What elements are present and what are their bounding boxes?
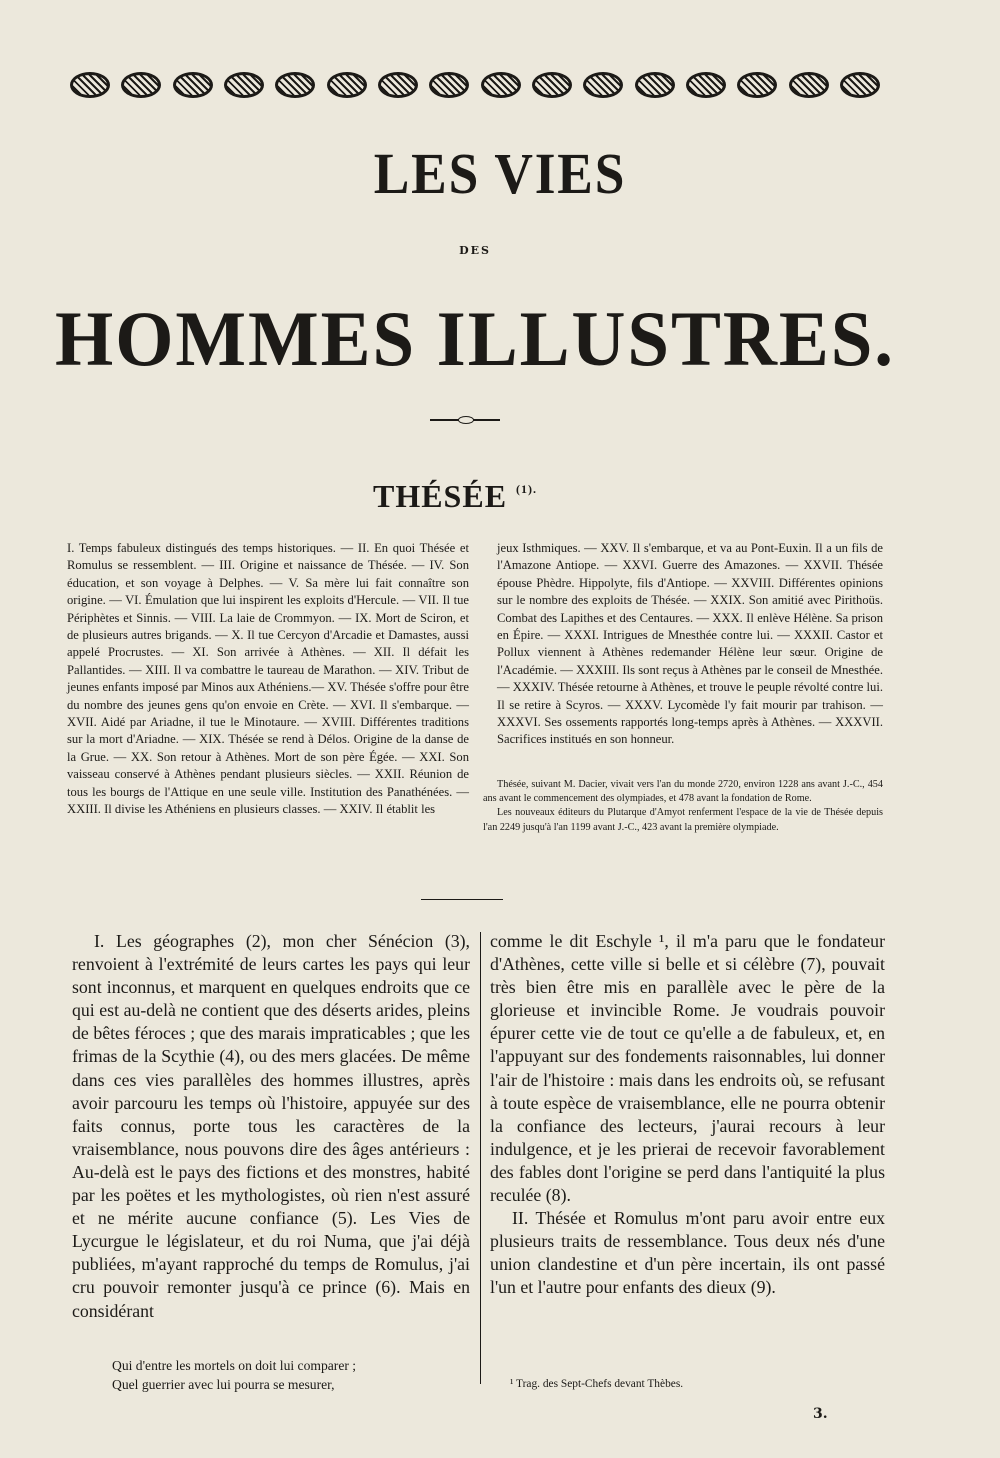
ornament-knot-icon bbox=[327, 72, 367, 98]
ornament-knot-icon bbox=[583, 72, 623, 98]
body-paragraph: II. Thésée et Romulus m'ont paru avoir entre eux plusieurs traits de ressemblance. Tous deux nés d'une union clandestine et d'un père incertain, ils ont passé l'un et l'autre pour enfants des dieux (9). bbox=[490, 1208, 885, 1298]
chapter-summary-right: jeux Isthmiques. — XXV. Il s'embarque, et va au Pont-Euxin. Il a un fils de l'Amazone Antiope. — XXVI. Guerre des Amazones. — XXVII. Thésée épouse Phèdre. Hippolyte, fils d'Antiope. — XXVIII. Différentes opinions sur le nombre des exploits de Thésée. — XXIX. Son amitié avec Pirithoüs. Combat des Lapithes et des Centaures. — XXX. Il enlève Hélène. Sa prison en Épire. — XXXI. Intrigues de Mnesthée contre lui. — XXXII. Castor et Pollux viennent à Athènes redemander Hélène leur sœur. Origine de l'Académie. — XXXIII. Ils sont reçus à Athènes par le conseil de Mnesthée. — XXXIV. Thésée retourne à Athènes, et trouve le peuple révolté contre lui. Il se retire à Scyros. — XXXV. Lycomède l'y fait mourir par trahison. — XXXVI. Ses ossements rapportés long-temps après à Athènes. — XXXVII. Sacrifices institués en son honneur. bbox=[497, 541, 883, 747]
ornament-knot-icon bbox=[173, 72, 213, 98]
ornament-knot-icon bbox=[686, 72, 726, 98]
ornament-knot-icon bbox=[70, 72, 110, 98]
ornament-knot-icon bbox=[481, 72, 521, 98]
title-des: DES bbox=[459, 244, 491, 257]
page-number: 3. bbox=[813, 1406, 828, 1422]
ornament-knot-icon bbox=[224, 72, 264, 98]
divider-rule bbox=[421, 899, 503, 900]
verse-line: Quel guerrier avec lui pourra se mesurer, bbox=[112, 1377, 335, 1392]
column-divider bbox=[480, 932, 481, 1384]
section-title bbox=[0, 478, 910, 515]
body-paragraph: I. Les géographes (2), mon cher Sénécion (3), renvoient à l'extrémité de leurs cartes les pays qui leur sont inconnus, et marquent en quelques endroits que ce qui est au-delà ne contient que des déserts arides, pleins de bêtes féroces ; que des marais impraticables ; que les frimas de la Scythie (4), ou des mers glacées. De même dans ces vies parallèles des hommes illustres, après avoir parcouru les temps où l'histoire, appuyée sur des faits connus, porte tous les caractères de la vraisemblance, nous pouvons dire des âges antérieurs : Au-delà est le pays des fictions et des monstres, habité par les poëtes et les mythologistes, où rien n'est assuré et ne mérite aucune confiance (5). Les Vies de Lycurgue le législateur, et du roi Numa, que j'ai déjà publiées, m'ayant rapproché du temps de Romulus, j'ai cru pouvoir remonter jusqu'à ce prince (6). Mais en considérant bbox=[72, 931, 470, 1321]
title-les-vies: LES VIES bbox=[373, 141, 627, 206]
chronology-note-paragraph: Les nouveaux éditeurs du Plutarque d'Amyot renferment l'espace de la vie de Thésée depuis l'an 2249 jusqu'à l'an 1199 avant J.-C., 423 avant la première olympiade. bbox=[483, 807, 883, 833]
chapter-summary-left: I. Temps fabuleux distingués des temps historiques. — II. En quoi Thésée et Romulus se ressemblent. — III. Origine et naissance de Thésée. — IV. Son éducation, et son voyage à Delphes. — V. Sa mère lui fait connaître son origine. — VI. Émulation que lui inspirent les exploits d'Hercule. — VII. Il tue Périphètes et Sinnis. — VIII. La laie de Crommyon. — IX. Mort de Sciron, et de plusieurs autres brigands. — X. Il tue Cercyon d'Arcadie et Damastes, aussi appelé Procrustes. — XI. Son arrivée à Athènes. — XII. Il défait les Pallantides. — XIII. Il va combattre le taureau de Marathon. — XIV. Tribut de jeunes enfants imposé par Minos aux Athéniens.— XV. Thésée s'offre pour être du nombre des jeunes gens qu'on envoie en Crète. — XVI. Il s'embarque. — XVII. Aidé par Ariadne, il tue le Minotaure. — XVIII. Différentes traditions sur la mort d'Ariadne. — XIX. Thésée se rend à Délos. Origine de la danse de la Grue. — XX. Son retour à Athènes. Mort de son père Égée. — XXI. Son vaisseau conservé à Athènes pendant plusieurs siècles. — XXII. Réunion de tous les bourgs de l'Attique en une seule ville. Institution des Panathénées. — XXIII. Il divise les Athéniens en plusieurs classes. — XXIV. Il établit les bbox=[67, 541, 469, 817]
ornamental-header-band bbox=[70, 68, 880, 102]
title-hommes-illustres: HOMMES ILLUSTRES. bbox=[55, 295, 895, 382]
decorative-rule bbox=[430, 419, 500, 423]
ornament-knot-icon bbox=[737, 72, 777, 98]
ornament-knot-icon bbox=[635, 72, 675, 98]
body-column-right bbox=[490, 930, 885, 1300]
ornament-knot-icon bbox=[378, 72, 418, 98]
footnote: ¹ Trag. des Sept-Chefs devant Thèbes. bbox=[510, 1378, 684, 1390]
ornament-knot-icon bbox=[275, 72, 315, 98]
verse-line: Qui d'entre les mortels on doit lui comparer ; bbox=[112, 1358, 357, 1373]
ornament-knot-icon bbox=[840, 72, 880, 98]
ornament-knot-icon bbox=[121, 72, 161, 98]
ornament-knot-icon bbox=[532, 72, 572, 98]
body-column-left bbox=[72, 930, 470, 1323]
ornament-knot-icon bbox=[429, 72, 469, 98]
ornament-knot-icon bbox=[789, 72, 829, 98]
body-paragraph: comme le dit Eschyle ¹, il m'a paru que le fondateur d'Athènes, cette ville si belle et si célèbre (7), pouvait très bien être mis en parallèle avec le père de la glorieuse et invincible Rome. Je voudrais pouvoir épurer cette vie de tout ce qu'elle a de fabuleux, et, en l'appuyant sur des fondements raisonnables, lui donner l'air de l'histoire : mais dans les endroits où, se refusant à toute espèce de vraisemblance, elle ne pourra obtenir la confiance des lecteurs, j'aurai recours à leur indulgence, et je les prierai de recevoir favorablement des fables dont l'origine se perd dans l'antiquité la plus reculée (8). bbox=[490, 931, 885, 1206]
chronology-note-paragraph: Thésée, suivant M. Dacier, vivait vers l'an du monde 2720, environ 1228 ans avant J.-C., 454 ans avant le commencement des olympiades, et 478 avant la fondation de Rome. bbox=[483, 779, 883, 805]
section-title-text: THÉSÉE bbox=[372, 478, 508, 514]
section-note-mark: (1). bbox=[516, 482, 538, 496]
verse-quotation bbox=[112, 1356, 356, 1394]
chronology-note bbox=[483, 778, 883, 835]
